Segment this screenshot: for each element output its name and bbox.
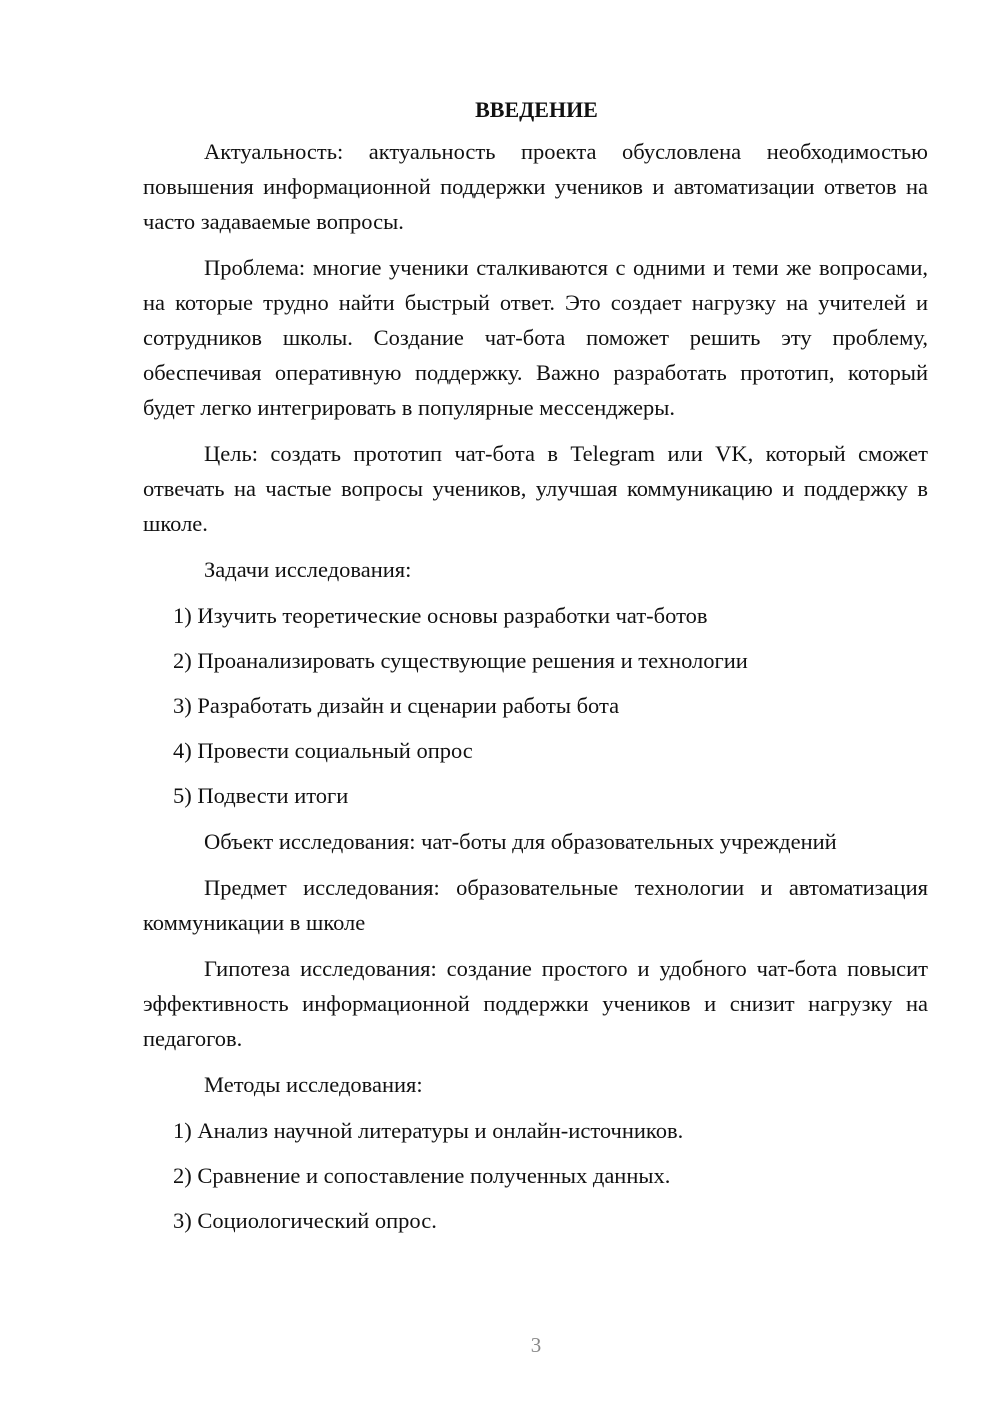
- hypothesis-paragraph: Гипотеза исследования: создание простого и удобного чат-бота повысит эффективность информационной поддержки учеников и снизит нагрузку на педагогов.: [143, 956, 928, 1051]
- section-title: ВВЕДЕНИЕ: [475, 97, 598, 122]
- problem-paragraph: Проблема: многие ученики сталкиваются с одними и теми же вопросами, на которые трудно найти быстрый ответ. Это создает нагрузку на учителей и сотрудников школы. Создание чат-бота поможет решить эту проблему, обеспечивая оперативную поддержку. Важно разработать прототип, который будет легко интегрировать в популярные мессенджеры.: [143, 255, 928, 420]
- list-item: 2) Сравнение и сопоставление полученных данных.: [173, 1163, 671, 1188]
- subject-paragraph: Предмет исследования: образовательные технологии и автоматизация коммуникации в школе: [143, 875, 928, 935]
- object-paragraph: Объект исследования: чат-боты для образовательных учреждений: [204, 829, 837, 854]
- list-item: 1) Изучить теоретические основы разработки чат-ботов: [173, 603, 708, 628]
- goal-paragraph: Цель: создать прототип чат-бота в Telegram или VK, который сможет отвечать на частые вопросы учеников, улучшая коммуникацию и поддержку в школе.: [143, 441, 928, 536]
- methods-heading: Методы исследования:: [204, 1072, 423, 1097]
- list-item: 2) Проанализировать существующие решения и технологии: [173, 648, 748, 673]
- tasks-list: [143, 598, 928, 813]
- list-item: 5) Подвести итоги: [173, 783, 349, 808]
- tasks-heading: Задачи исследования:: [204, 557, 412, 582]
- relevance-paragraph: Актуальность: актуальность проекта обусловлена необходимостью повышения информационной поддержки учеников и автоматизации ответов на часто задаваемые вопросы.: [143, 139, 928, 234]
- list-item: 3) Социологический опрос.: [173, 1208, 437, 1233]
- list-item: 4) Провести социальный опрос: [173, 738, 473, 763]
- list-item: 3) Разработать дизайн и сценарии работы бота: [173, 693, 620, 718]
- page-number: 3: [530, 1333, 542, 1357]
- page-content: [143, 92, 928, 1238]
- list-item: 1) Анализ научной литературы и онлайн-источников.: [173, 1118, 684, 1143]
- methods-list: [143, 1113, 928, 1238]
